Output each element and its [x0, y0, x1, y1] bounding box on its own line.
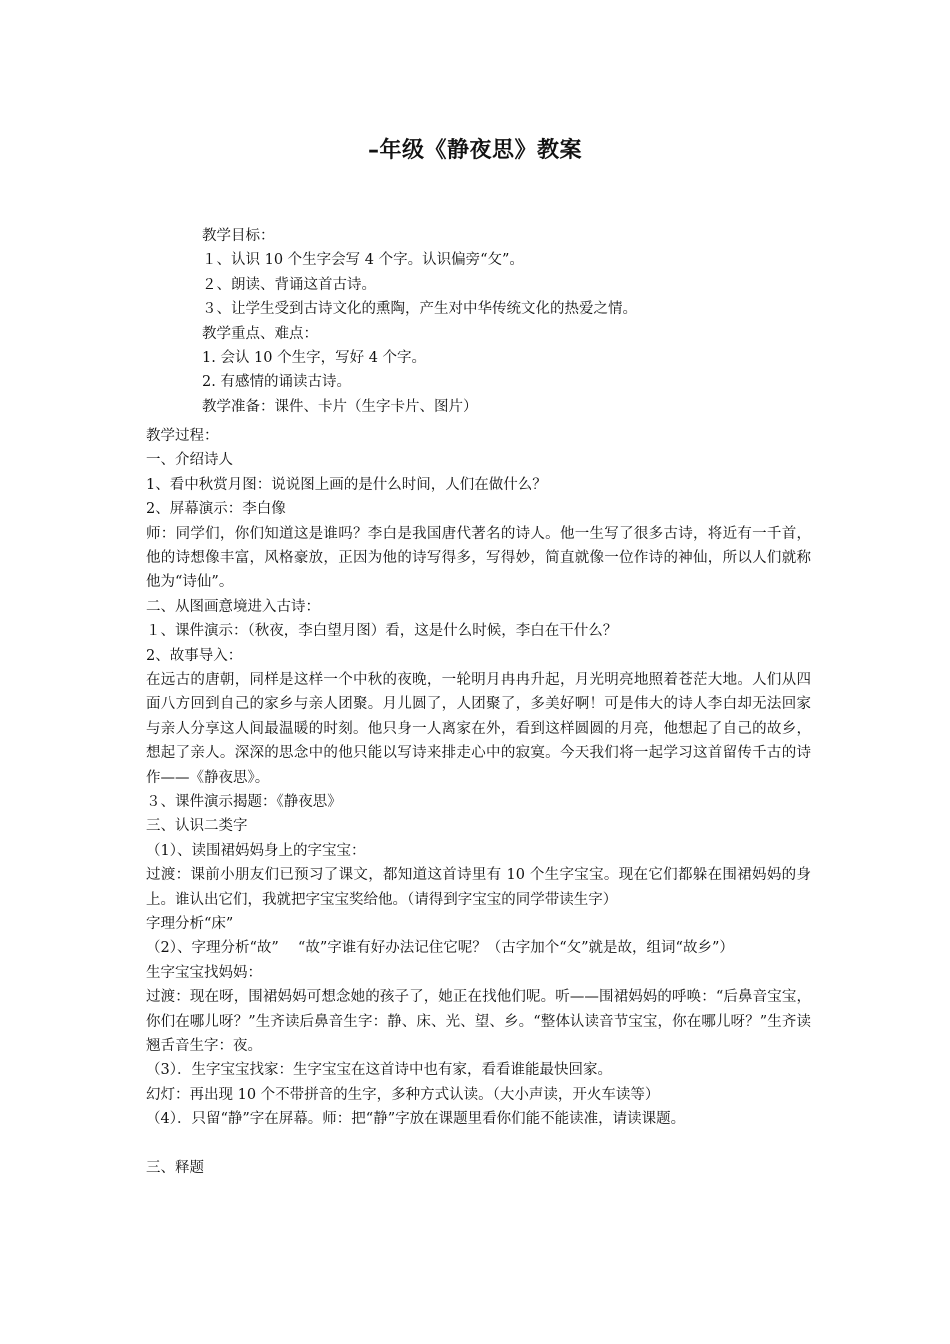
blank-line: [146, 1132, 811, 1156]
step-line: 幻灯：再出现 10 个不带拼音的生字，多种方式认读。（大小声读，开火车读等）: [146, 1086, 660, 1103]
process-section: [146, 424, 811, 1180]
key-points-heading: 教学重点、难点：: [202, 325, 318, 342]
step-line: ３、课件演示揭题：《静夜思》: [146, 793, 342, 810]
step-line: （3）．生字宝宝找家：生字宝宝在这首诗中也有家，看看谁能最快回家。: [146, 1062, 612, 1079]
body-paragraph: 过渡：现在呀，围裙妈妈可想念她的孩子了，她正在找他们呢。听——围裙妈妈的呼唤：“后鼻音宝宝，你们在哪儿呀？”生齐读后鼻音生字：静、床、光、望、乡。“整体认读音节宝宝，你在哪儿呀？”生齐读翘舌音生字：夜。: [146, 989, 811, 1054]
section-heading: 二、从图画意境进入古诗：: [146, 598, 320, 615]
objective-item: ３、让学生受到古诗文化的熏陶，产生对中华传统文化的热爱之情。: [202, 301, 637, 318]
step-line: 生字宝宝找妈妈：: [146, 964, 262, 981]
step-line: （4）．只留“静”字在屏幕。师：把“静”字放在课题里看你们能不能读准，请读课题。: [146, 1111, 686, 1128]
preparation-line: 教学准备：课件、卡片（生字卡片、图片）: [202, 398, 478, 415]
step-line: （1）、读围裙妈妈身上的字宝宝：: [146, 842, 366, 859]
body-paragraph: 在远古的唐朝，同样是这样一个中秋的夜晚，一轮明月冉冉升起，月光明亮地照着苍茫大地。人们从四面八方回到自己的家乡与亲人团聚。月儿圆了，人团聚了，多美好啊！可是伟大的诗人李白却无法回家与亲人分享这人间最温暖的时刻。他只身一人离家在外，看到这样圆圆的月亮，他想起了自己的故乡，想起了亲人。深深的思念中的他只能以写诗来排走心中的寂寞。今天我们将一起学习这首留传千古的诗作——《静夜思》。: [146, 671, 811, 786]
process-heading: 教学过程：: [146, 428, 219, 444]
body-paragraph: 师：同学们，你们知道这是谁吗？李白是我国唐代著名的诗人。他一生写了很多古诗，将近有一千首，他的诗想像丰富，风格豪放，正因为他的诗写得多，写得妙，简直就像一位作诗的神仙，所以人们就称他为“诗仙”。: [146, 525, 811, 591]
step-line: １、课件演示：（秋夜，李白望月图）看，这是什么时候，李白在干什么？: [146, 623, 618, 640]
document-title: –年级《静夜思》教案: [367, 138, 582, 163]
key-point-item: 1. 会认 10 个生字，写好 4 个字。: [202, 349, 427, 366]
step-line: 字理分析“床”: [146, 915, 234, 932]
section-heading: 一、介绍诗人: [146, 452, 233, 469]
objectives-heading: 教学目标：: [202, 228, 275, 244]
section-heading: 三、释题: [146, 1159, 204, 1176]
step-line: 2、故事导入：: [146, 647, 243, 664]
key-point-item: 2. 有感情的诵读古诗。: [202, 374, 351, 391]
step-line: 1、看中秋赏月图：说说图上画的是什么时间，人们在做什么？: [146, 476, 547, 493]
body-paragraph: 过渡：课前小朋友们已预习了课文，都知道这首诗里有 10 个生字宝宝。现在它们都躲在围裙妈妈的身上。谁认出它们，我就把字宝宝奖给他。（请得到字宝宝的同学带读生字）: [146, 867, 811, 908]
step-line: 2、屏幕演示：李白像: [146, 501, 286, 518]
objective-item: ２、朗读、背诵这首古诗。: [202, 276, 376, 293]
body-paragraph: （2）、字理分析“故” “故”字谁有好办法记住它呢？（古字加个“攵”就是故，组词“故乡”）: [146, 940, 734, 957]
objectives-section: [202, 224, 802, 419]
section-heading: 三、认识二类字: [146, 818, 248, 835]
objective-item: １、认识 10 个生字会写 4 个字。认识偏旁“攵”。: [202, 252, 524, 269]
